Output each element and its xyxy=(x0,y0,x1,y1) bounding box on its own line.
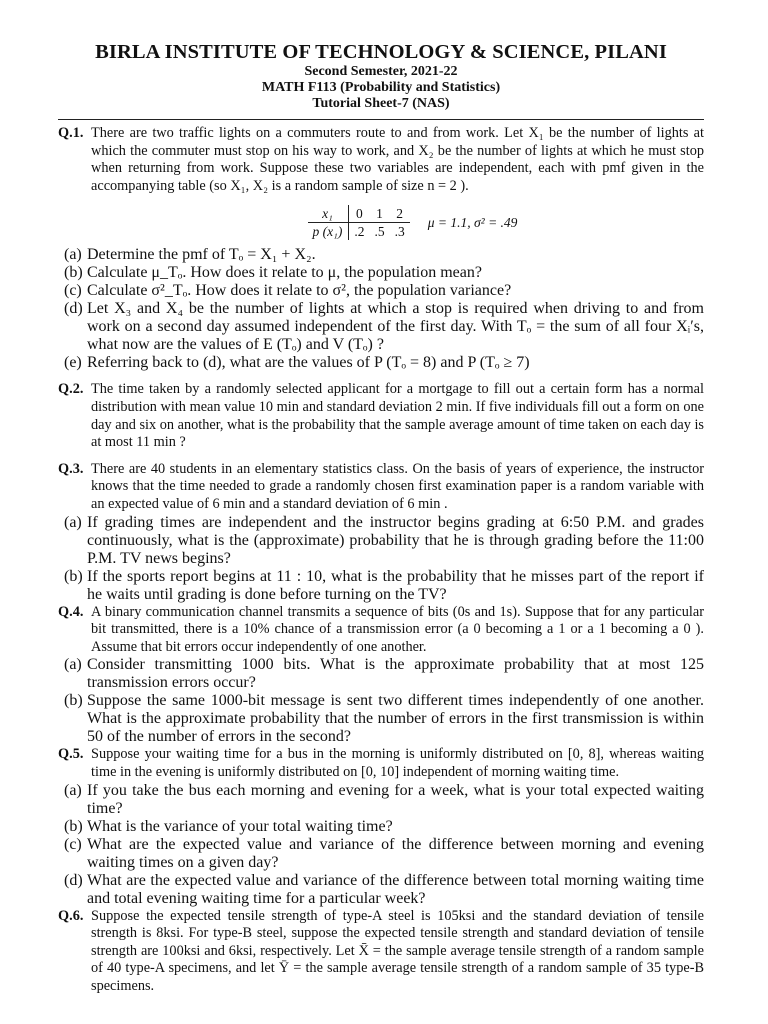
question-2 xyxy=(58,381,704,451)
part-text: Calculate σ²_Tₒ. How does it relate to σ², the population variance? xyxy=(87,282,512,300)
question-1 xyxy=(58,125,704,246)
question-text: The time taken by a randomly selected applicant for a mortgage to fill out a certain form has a normal distribution with mean value 10 min and standard deviation 2 min. If five individuals fill out a form on one day and six on another, what is the probability that the sample average amount of time taken on each day is at most 11 min ? xyxy=(91,381,704,451)
part-label: (c) xyxy=(64,282,82,300)
part-label: (d) xyxy=(64,300,83,318)
part-label: (a) xyxy=(64,246,82,264)
part-label: (b) xyxy=(64,567,83,585)
question-part xyxy=(64,692,704,746)
part-label: (a) xyxy=(64,656,82,674)
pmf-x-value: 2 xyxy=(390,205,410,223)
question-part xyxy=(64,246,704,264)
question-part xyxy=(64,264,704,282)
part-text: Consider transmitting 1000 bits. What is the approximate probability that at most 125 transmission errors occur? xyxy=(87,656,704,692)
question-part xyxy=(64,656,704,692)
part-label: (d) xyxy=(64,871,83,889)
question-4-parts xyxy=(64,656,704,746)
question-6 xyxy=(58,908,704,996)
pmf-stats: μ = 1.1, σ² = .49 xyxy=(427,215,518,231)
part-text: If you take the bus each morning and evening for a week, what is your total expected waiting time? xyxy=(87,781,704,817)
question-part xyxy=(64,300,704,354)
question-part xyxy=(64,836,704,872)
question-1-parts xyxy=(64,246,704,372)
question-3-parts xyxy=(64,514,704,604)
pmf-x-value: 1 xyxy=(369,205,389,223)
header-divider xyxy=(58,119,704,120)
part-label: (c) xyxy=(64,835,82,853)
question-number: Q.1. xyxy=(58,125,84,141)
part-text: Suppose the same 1000-bit message is sent two different times independently of one another. What is the approximate probability that the number of errors in the first transmission is within 50 of the number of errors in the second? xyxy=(87,692,704,746)
pmf-p-value: .2 xyxy=(354,224,365,240)
question-number: Q.6. xyxy=(58,907,84,924)
question-part xyxy=(64,818,704,836)
document-header xyxy=(58,40,704,112)
question-text: There are two traffic lights on a commuters route to and from work. Let X₁ be the number of lights at which the commuter must stop on his way to work, and X₂ be the number of lights at which he must stop when returning from work. Suppose these two variables are independent, each with pmf given in the accompanying table (so X₁, X₂ is a random sample of size n = 2 ). xyxy=(91,125,704,194)
part-text: What is the variance of your total waiting time? xyxy=(87,817,393,835)
part-text: What are the expected value and variance of the difference between total morning waiting time and total evening waiting time for a particular week? xyxy=(87,871,704,907)
part-label: (b) xyxy=(64,817,83,835)
question-part xyxy=(64,354,704,372)
semester-line: Second Semester, 2021-22 xyxy=(304,64,458,79)
question-text: There are 40 students in an elementary statistics class. On the basis of years of experience, the instructor knows that the time needed to grade a randomly chosen first examination paper is a random variable with an expected value of 6 min and a standard deviation of 6 min . xyxy=(91,460,704,512)
part-text: Determine the pmf of Tₒ = X₁ + X₂. xyxy=(87,246,316,264)
part-label: (b) xyxy=(64,692,83,710)
part-text: If grading times are independent and the instructor begins grading at 6:50 P.M. and grades continuously, what is the (approximate) probability that he is through grading before the 11:00 P.M. TV news begins? xyxy=(87,513,704,567)
pmf-x-label: x₁ xyxy=(308,205,349,223)
pmf-table xyxy=(308,205,410,240)
part-label: (b) xyxy=(64,264,83,282)
part-label: (e) xyxy=(64,354,82,372)
course-line: MATH F113 (Probability and Statistics) xyxy=(261,80,501,95)
question-number: Q.4. xyxy=(58,603,84,620)
sheet-line: Tutorial Sheet-7 (NAS) xyxy=(312,96,450,111)
part-text: Referring back to (d), what are the values of P (Tₒ = 8) and P (Tₒ ≥ 7) xyxy=(87,354,530,372)
pmf-table-block xyxy=(121,205,704,240)
question-part xyxy=(64,568,704,604)
pmf-x-value: 0 xyxy=(349,205,370,223)
part-text: If the sports report begins at 11 : 10, what is the probability that he misses part of the report if he waits until grading is done before turning on the TV? xyxy=(87,567,704,603)
question-5 xyxy=(58,746,704,781)
question-4 xyxy=(58,604,704,657)
institute-title: BIRLA INSTITUTE OF TECHNOLOGY & SCIENCE, PILANI xyxy=(95,41,667,63)
question-part xyxy=(64,872,704,908)
part-text: What are the expected value and variance of the difference between morning and evening waiting times on a given day? xyxy=(87,835,704,871)
tutorial-sheet-page xyxy=(58,40,704,995)
question-part xyxy=(64,782,704,818)
pmf-p-value: .3 xyxy=(394,224,405,240)
question-5-parts xyxy=(64,782,704,908)
question-part xyxy=(64,282,704,300)
question-number: Q.5. xyxy=(58,746,84,763)
question-number: Q.3. xyxy=(58,460,84,477)
question-text: Suppose your waiting time for a bus in the morning is uniformly distributed on [0, 8], whereas waiting time in the evening is uniformly distributed on [0, 10] independent of morning waiting time. xyxy=(91,746,704,780)
part-text: Calculate μ_Tₒ. How does it relate to μ, the population mean? xyxy=(87,264,482,282)
part-text: Let X₃ and X₄ be the number of lights at which a stop is required when driving to and from work on a second day assumed independent of the first day. With Tₒ = the sum of all four Xᵢ′s, what now are the values of E (Tₒ) and V (Tₒ) ? xyxy=(87,300,704,354)
question-text: A binary communication channel transmits a sequence of bits (0s and 1s). Suppose that for any particular bit transmitted, there is a 10% chance of a transmission error (a 0 becoming a 1 or a 1 becoming a 0 ). Assume that bit errors occur independently of one another. xyxy=(91,603,704,655)
question-3 xyxy=(58,461,704,514)
question-number: Q.2. xyxy=(58,381,84,398)
question-text: Suppose the expected tensile strength of type-A steel is 105ksi and the standard deviation of tensile strength is 8ksi. For type-B steel, suppose the expected tensile strength and standard deviation of tensile strength are 100ksi and 6ksi, respectively. Let X̄ = the sample average tensile strength of a random sample of 40 type-A specimens, and let Ȳ = the sample average tensile strength of a random sample of 35 type-B specimens. xyxy=(91,907,704,994)
part-label: (a) xyxy=(64,513,82,531)
pmf-p-label: p (x₁) xyxy=(308,223,349,241)
question-part xyxy=(64,514,704,568)
part-label: (a) xyxy=(64,781,82,799)
pmf-p-value: .5 xyxy=(374,224,385,240)
